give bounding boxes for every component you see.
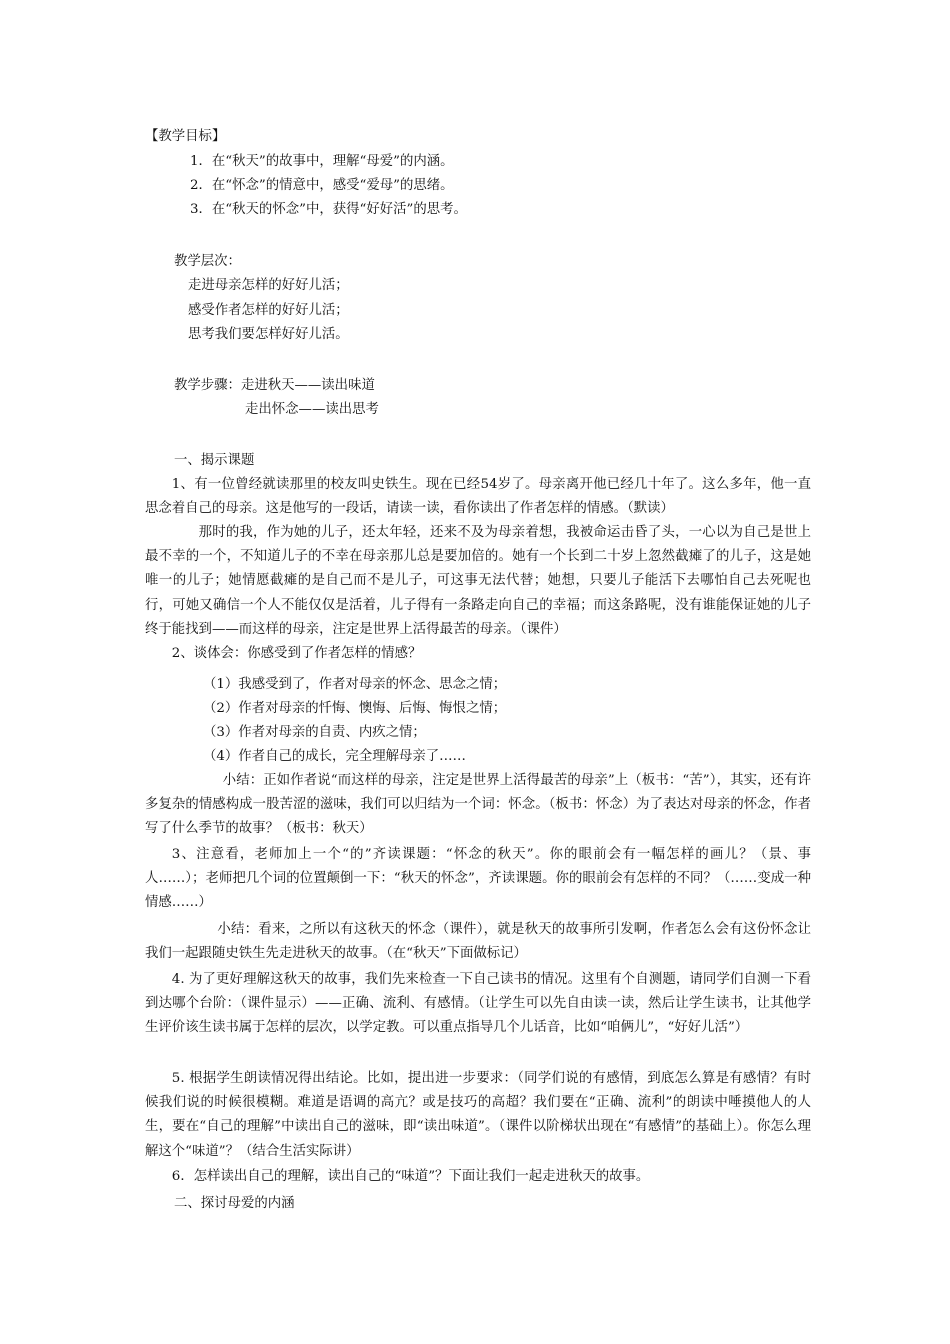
levels-heading: 教学层次：: [174, 254, 241, 269]
summary-1: 小结：正如作者说“而这样的母亲，注定是世界上活得最苦的母亲”上（板书：“苦”），其实，还有许多复杂的情感构成一股苦涩的滋味，我们可以归结为一个词：怀念。（板书：怀念）为了表达对母亲的怀念，作者写了什么季节的故事？（板书：秋天）: [145, 773, 811, 837]
level-item-3: 思考我们要怎样好好儿活。: [188, 327, 349, 342]
section1-paragraph-6: 6．怎样读出自己的理解，读出自己的“味道”？下面让我们一起走进秋天的故事。: [171, 1169, 650, 1184]
section1-paragraph-2: 2、谈体会：你感受到了作者怎样的情感？: [171, 646, 422, 661]
goal-item-2: 2．在“怀念”的情意中，感受“爱母”的思绪。: [190, 178, 454, 193]
response-item-1: （1）我感受到了，作者对母亲的怀念、思念之情；: [203, 677, 507, 692]
goals-heading: 【教学目标】: [145, 129, 226, 144]
section1-paragraph-4: 4. 为了更好理解这秋天的故事，我们先来检查一下自己读书的情况。这里有个自测题，请同学们自测一下看到达哪个台阶：（课件显示）——正确、流利、有感情。（让学生可以先自由读一读，然后让学生读书，让其他学生评价该生读书属于怎样的层次，以学定教。可以重点指导几个儿话音，比如“咱俩儿”，“好好儿活”）: [145, 972, 811, 1036]
response-item-2: （2）作者对母亲的忏悔、懊悔、后悔、悔恨之情；: [203, 701, 507, 716]
level-item-1: 走进母亲怎样的好好儿活；: [188, 278, 349, 293]
steps-line-2: 走出怀念——读出思考: [245, 402, 379, 417]
level-item-2: 感受作者怎样的好好儿活；: [188, 303, 349, 318]
goal-item-3: 3．在“秋天的怀念”中，获得“好好活”的思考。: [190, 202, 467, 217]
section1-heading: 一、揭示课题: [174, 453, 255, 468]
quoted-passage: 那时的我，作为她的儿子，还太年轻，还来不及为母亲着想，我被命运击昏了头，一心以为自己是世上最不幸的一个，不知道儿子的不幸在母亲那儿总是要加倍的。她有一个长到二十岁上忽然截瘫了的儿子，这是她唯一的儿子；她情愿截瘫的是自己而不是儿子，可这事无法代替；她想，只要儿子能活下去哪怕自己去死呢也行，可她又确信一个人不能仅仅是活着，儿子得有一条路走向自己的幸福；而这条路呢，没有谁能保证她的儿子终于能找到——而这样的母亲，注定是世界上活得最苦的母亲。（课件）: [145, 525, 811, 637]
response-item-3: （3）作者对母亲的自责、内疚之情；: [203, 725, 426, 740]
section1-paragraph-1: 1、有一位曾经就读那里的校友叫史铁生。现在已经54岁了。母亲离开他已经几十年了。这么多年，他一直思念着自己的母亲。这是他写的一段话，请读一读，看你读出了作者怎样的情感。（默读）: [145, 477, 811, 517]
response-item-4: （4）作者自己的成长，完全理解母亲了……: [203, 749, 466, 764]
goal-item-1: 1．在“秋天”的故事中，理解“母爱”的内涵。: [190, 154, 454, 169]
summary-2: 小结：看来，之所以有这秋天的怀念（课件），就是秋天的故事所引发啊，作者怎么会有这份怀念让我们一起跟随史铁生先走进秋天的故事。（在“秋天”下面做标记）: [145, 922, 811, 962]
section1-paragraph-5: 5. 根据学生朗读情况得出结论。比如，提出进一步要求：（同学们说的有感情，到底怎么算是有感情？有时候我们说的时候很模糊。难道是语调的高亢？或是技巧的高超？我们要在“正确、流利”的朗读中唾摸他人的人生，要在“自己的理解”中读出自己的滋味，即“读出味道”。（课件以阶梯状出现在“有感情”的基础上）。你怎么理解这个“味道”？（结合生活实际讲）: [145, 1071, 811, 1159]
steps-line-1: 教学步骤：走进秋天——读出味道: [174, 378, 375, 393]
section2-heading: 二、探讨母爱的内涵: [174, 1196, 295, 1211]
section1-paragraph-3: 3、注意看，老师加上一个“的”齐读课题：“怀念的秋天”。你的眼前会有一幅怎样的画儿？（景、事人……）；老师把几个词的位置颠倒一下：“秋天的怀念”，齐读课题。你的眼前会有怎样的不同？（……变成一种情感……）: [145, 847, 811, 911]
